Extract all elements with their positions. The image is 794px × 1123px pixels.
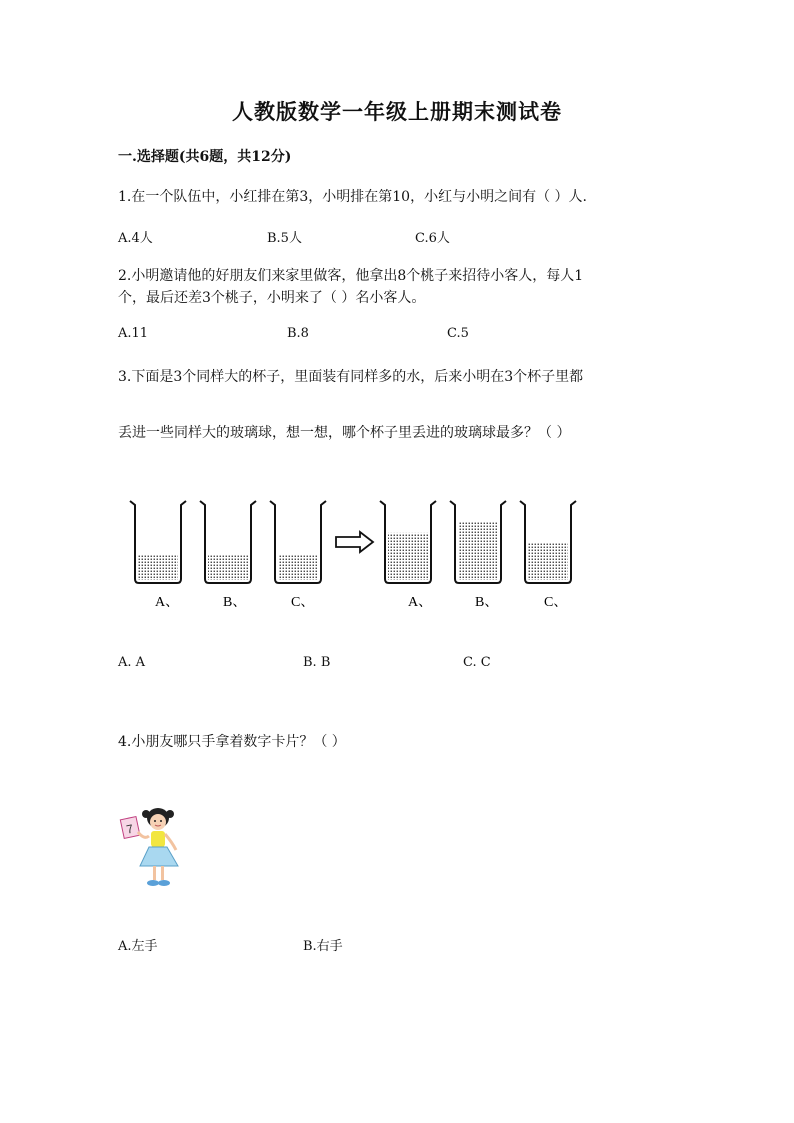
arrow-icon <box>336 532 373 552</box>
question-4-option-a[interactable]: A.左手 <box>118 939 158 954</box>
question-3-option-a[interactable]: A. A <box>118 655 146 670</box>
question-1-stem: 1.在一个队伍中，小红排在第3，小明排在第10，小红与小明之间有（ ）人. <box>118 189 587 205</box>
question-3-option-b[interactable]: B. B <box>303 655 331 670</box>
question-3-stem-line-1: 3.下面是3个同样大的杯子，里面装有同样多的水，后来小明在3个杯子里都 <box>118 369 584 385</box>
question-2-option-a[interactable]: A.11 <box>118 326 149 341</box>
question-4-option-b[interactable]: B.右手 <box>303 939 343 954</box>
cup-label-after-a: A、 <box>408 595 433 610</box>
question-3-stem-line-2: 丢进一些同样大的玻璃球，想一想，哪个杯子里丢进的玻璃球最多？（ ） <box>118 425 571 441</box>
cup-label-after-b: B、 <box>475 595 499 610</box>
beaker-before-a <box>130 501 186 583</box>
beaker-after-c <box>520 501 576 583</box>
page-title: 人教版数学一年级上册期末测试卷 <box>232 99 562 124</box>
cup-label-before-c: C、 <box>291 595 315 610</box>
question-1-option-b[interactable]: B.5人 <box>267 231 302 246</box>
beaker-before-c <box>270 501 326 583</box>
cup-label-after-c: C、 <box>544 595 568 610</box>
beaker-after-b <box>450 501 506 583</box>
cup-label-before-a: A、 <box>155 595 180 610</box>
number-card <box>120 817 140 839</box>
question-2-stem-line-2: 个，最后还差3个桃子，小明来了（ ）名小客人。 <box>118 290 426 306</box>
question-1-option-c[interactable]: C.6人 <box>415 231 450 246</box>
girl-with-card-illustration <box>116 804 192 892</box>
question-3-option-c[interactable]: C. C <box>463 655 491 670</box>
cups-figure <box>120 495 590 615</box>
cup-label-before-b: B、 <box>223 595 247 610</box>
question-2-option-c[interactable]: C.5 <box>447 326 469 341</box>
section-heading: 一.选择题(共6题，共12分) <box>118 149 292 165</box>
beaker-before-b <box>200 501 256 583</box>
question-2-stem-line-1: 2.小明邀请他的好朋友们来家里做客，他拿出8个桃子来招待小客人，每人1 <box>118 268 584 284</box>
card-number: 7 <box>125 821 135 837</box>
question-1-option-a[interactable]: A.4人 <box>118 231 153 246</box>
beaker-after-a <box>380 501 436 583</box>
question-2-option-b[interactable]: B.8 <box>287 326 309 341</box>
question-4-stem: 4.小朋友哪只手拿着数字卡片？（ ） <box>118 734 346 750</box>
